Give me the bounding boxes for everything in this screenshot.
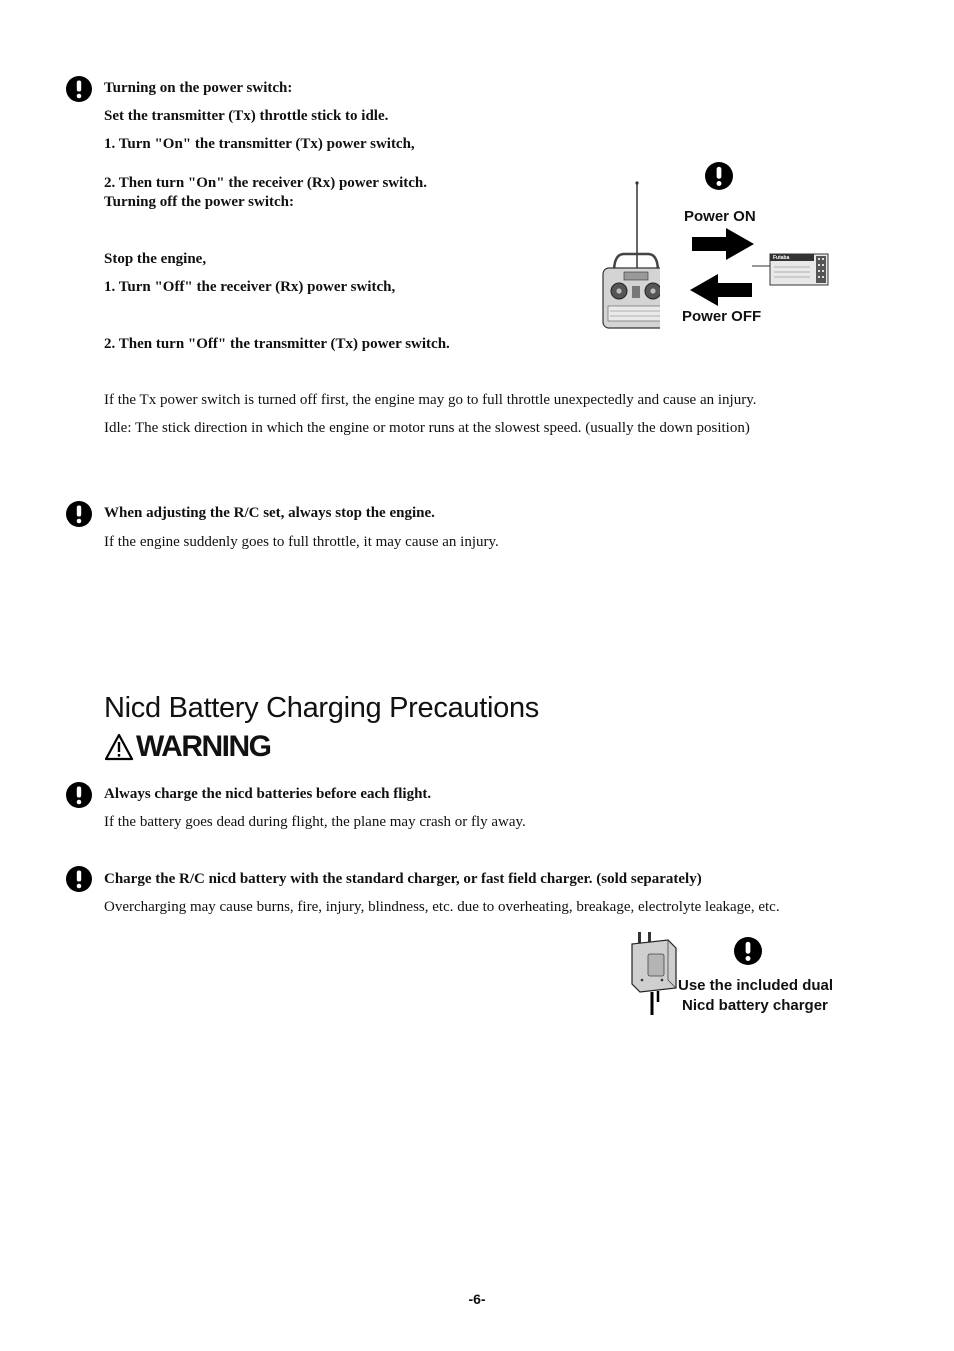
tx-on-step: 1. Turn "On" the transmitter (Tx) power switch, (104, 136, 415, 152)
page-number: -6- (468, 1291, 486, 1307)
tx-off-first-note: If the Tx power switch is turned off first, the engine may go to full throttle unexpectedly and cause an injury. (104, 392, 757, 408)
exclamation-circle-icon (66, 866, 92, 892)
charger-exclamation-icon (734, 937, 762, 965)
exclamation-circle-icon (66, 782, 92, 808)
warning-banner (104, 730, 271, 764)
warning-triangle-icon (104, 733, 134, 761)
charger-caption-line2: Nicd battery charger (682, 997, 828, 1014)
transmitter-image (600, 180, 660, 330)
idle-definition-note: Idle: The stick direction in which the engine or motor runs at the slowest speed. (usually the down position) (104, 420, 750, 436)
rx-on-step: 2. Then turn "On" the receiver (Rx) power switch. (104, 175, 428, 191)
tx-off-step: 2. Then turn "Off" the transmitter (Tx) power switch. (104, 336, 450, 352)
charge-before-flight-title: Always charge the nicd batteries before each flight. (104, 786, 432, 802)
receiver-brand-label: Futaba (773, 255, 790, 261)
charger-caption-line1: Use the included dual (678, 977, 834, 994)
receiver-image (752, 251, 830, 287)
charger-image (628, 930, 680, 1016)
exclamation-circle-icon (66, 501, 92, 527)
power-on-label: Power ON (684, 208, 756, 225)
standard-charger-body: Overcharging may cause burns, fire, injury, blindness, etc. due to overheating, breakage, electrolyte leakage, etc. (104, 899, 780, 915)
rx-off-step: 1. Turn "Off" the receiver (Rx) power switch, (104, 279, 396, 295)
charge-before-flight-body: If the battery goes dead during flight, the plane may crash or fly away. (104, 814, 526, 830)
stop-engine-step: Stop the engine, (104, 251, 207, 267)
throttle-idle-instruction: Set the transmitter (Tx) throttle stick to idle. (104, 108, 389, 124)
exclamation-circle-icon (66, 76, 92, 102)
section-heading: Nicd Battery Charging Precautions (104, 692, 539, 724)
power-exclamation-icon (705, 162, 733, 190)
power-on-heading: Turning on the power switch: (104, 80, 293, 96)
adjusting-caution-body: If the engine suddenly goes to full throttle, it may cause an injury. (104, 534, 499, 550)
power-off-label: Power OFF (682, 308, 762, 325)
standard-charger-title: Charge the R/C nicd battery with the standard charger, or fast field charger. (sold separately) (104, 871, 702, 887)
arrow-right-icon (692, 228, 754, 260)
adjusting-caution-title: When adjusting the R/C set, always stop the engine. (104, 505, 435, 521)
warning-label: WARNING (136, 730, 271, 763)
arrow-left-icon (690, 274, 752, 306)
power-off-heading: Turning off the power switch: (104, 194, 295, 210)
